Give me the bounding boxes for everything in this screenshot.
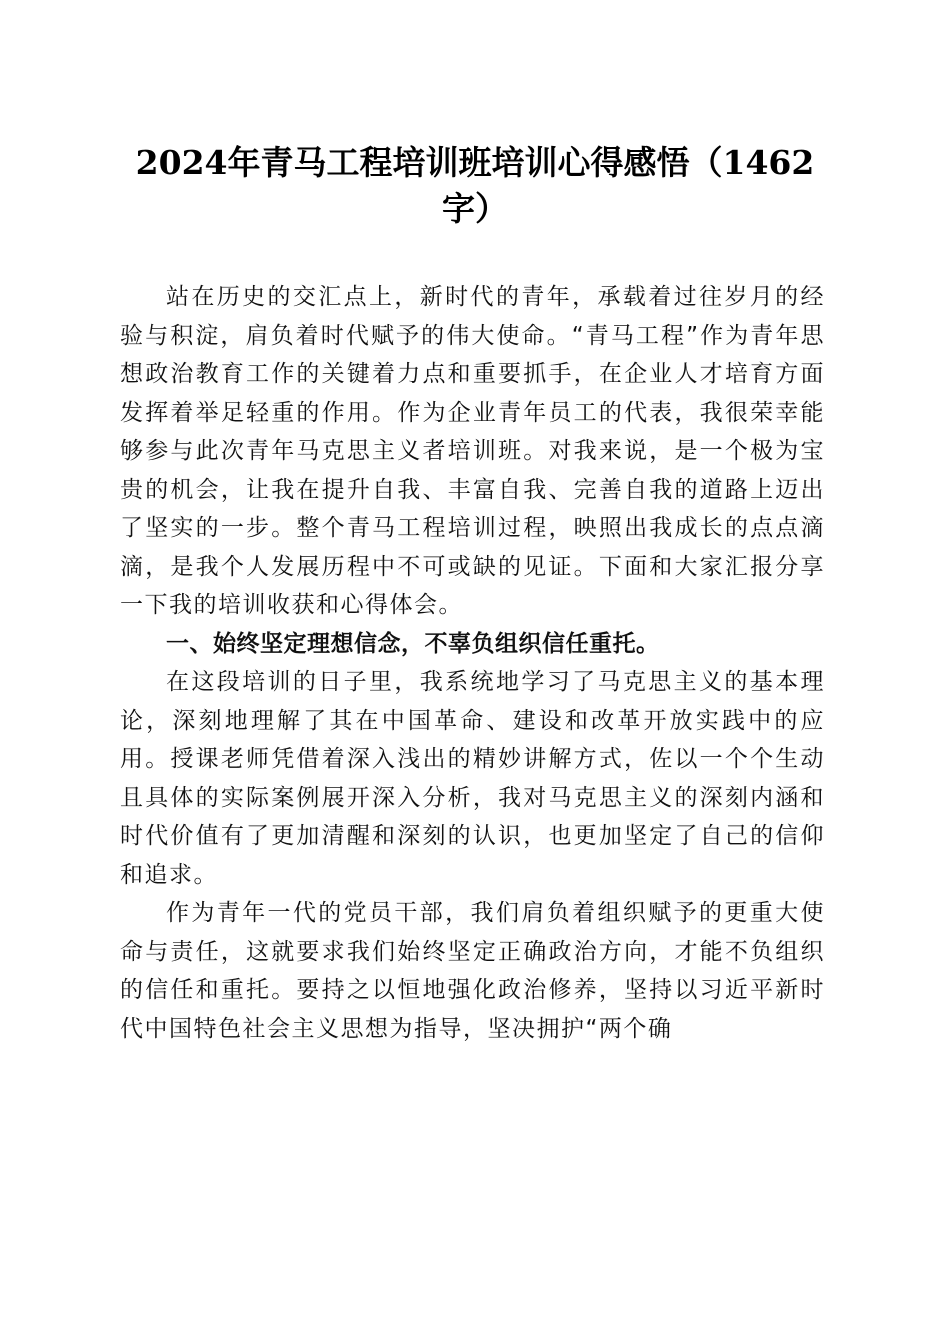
paragraph-responsibility: 作为青年一代的党员干部，我们肩负着组织赋予的更重大使命与责任，这就要求我们始终坚定正确政治方向，才能不负组织的信任和重托。要持之以恒地强化政治修养，坚持以习近平新时代中国特色社会主义思想为指导，坚决拥护“两个确 <box>120 900 825 1042</box>
section-heading-1: 一、始终坚定理想信念，不辜负组织信任重托。 <box>166 630 660 657</box>
paragraph-training: 在这段培训的日子里，我系统地学习了马克思主义的基本理论，深刻地理解了其在中国革命、建设和改革开放实践中的应用。授课老师凭借着深入浅出的精妙讲解方式，佐以一个个生动且具体的实际案例展开深入分析，我对马克思主义的深刻内涵和时代价值有了更加清醒和深刻的认识，也更加坚定了自己的信仰和追求。 <box>120 669 825 888</box>
document-title: 2024年青马工程培训班培训心得感悟（1462字） <box>135 143 815 228</box>
document-body <box>120 278 825 1048</box>
paragraph-intro: 站在历史的交汇点上，新时代的青年，承载着过往岁月的经验与积淀，肩负着时代赋予的伟大使命。“青马工程”作为青年思想政治教育工作的关键着力点和重要抓手，在企业人才培育方面发挥着举足轻重的作用。作为企业青年员工的代表，我很荣幸能够参与此次青年马克思主义者培训班。对我来说，是一个极为宝贵的机会，让我在提升自我、丰富自我、完善自我的道路上迈出了坚实的一步。整个青马工程培训过程，映照出我成长的点点滴滴，是我个人发展历程中不可或缺的见证。下面和大家汇报分享一下我的培训收获和心得体会。 <box>120 284 825 618</box>
